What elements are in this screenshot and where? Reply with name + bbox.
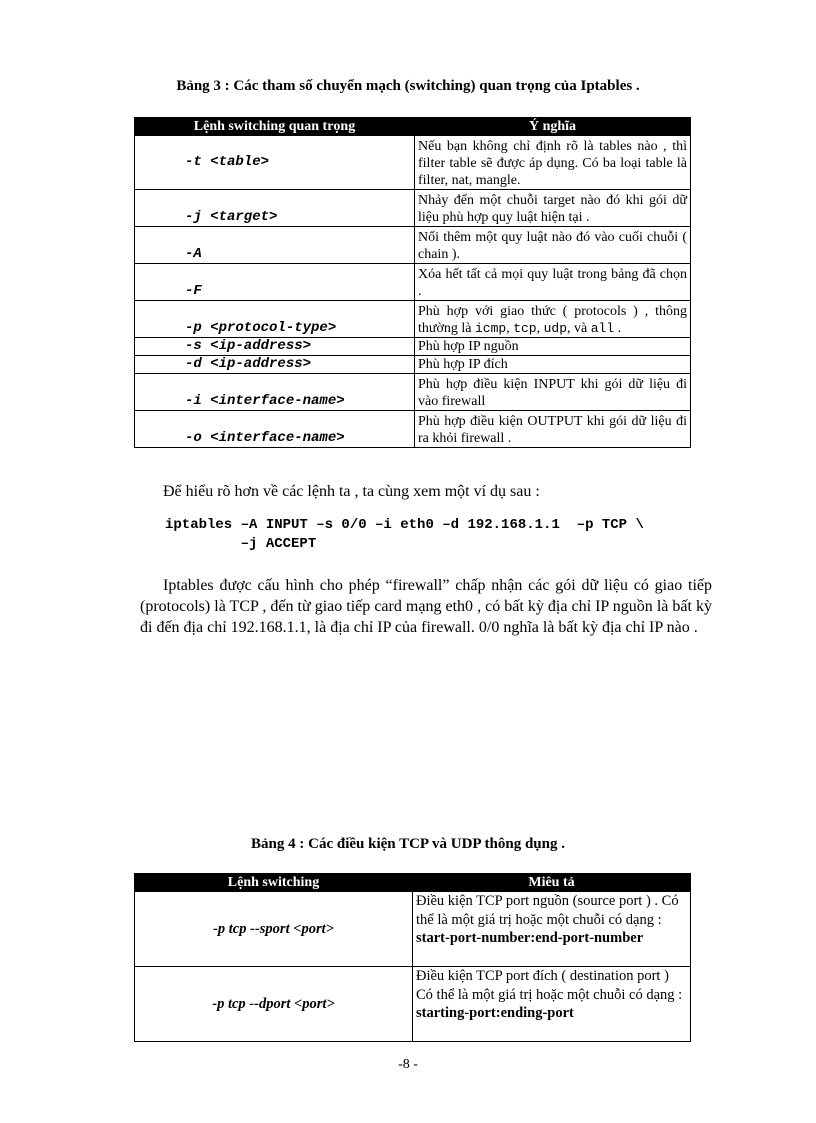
table2-tcp-udp-conditions [134, 873, 691, 1042]
desc-text: Điều kiện TCP port đích ( destination port ) Có thể là một giá trị hoặc một chuỗi có dạng : [416, 968, 683, 1003]
desc-sep: , [506, 321, 514, 336]
table1-header-row [135, 118, 691, 136]
table-cell-cmd: -j <target> [135, 190, 415, 227]
desc-format: starting-port:ending-port [416, 1005, 574, 1021]
protocol-icmp: icmp [474, 321, 507, 336]
table-row [135, 301, 691, 338]
table-cell-cmd: -i <interface-name> [135, 374, 415, 411]
table-cell-desc: Phù hợp điều kiện OUTPUT khi gói dữ liệu đi ra khỏi firewall . [415, 411, 691, 448]
desc-text: . [614, 321, 622, 336]
table-cell-desc: Nối thêm một quy luật nào đó vào cuối chuỗi ( chain ). [415, 227, 691, 264]
table-cell-desc [415, 301, 691, 338]
protocol-tcp: tcp [513, 321, 537, 336]
table-cell-cmd: -p tcp --dport <port> [135, 967, 413, 1042]
table2-header-desc: Miêu tả [413, 874, 691, 892]
table-cell-cmd: -p tcp --sport <port> [135, 892, 413, 967]
table-cell-desc: Phù hợp IP đích [415, 356, 691, 374]
desc-text: Phù hợp với giao thức ( protocols ) , thông thường là [418, 304, 687, 336]
table-cell-cmd: -d <ip-address> [135, 356, 415, 374]
table-row [135, 136, 691, 190]
table2-header-cmd: Lệnh switching [135, 874, 413, 892]
table-row [135, 338, 691, 356]
table-row [135, 227, 691, 264]
code-line-2: –j ACCEPT [165, 536, 317, 552]
table-row [135, 967, 691, 1042]
table-cell-desc: Nhảy đến một chuỗi target nào đó khi gói dữ liệu phù hợp quy luật hiện tại . [415, 190, 691, 227]
table1-header-desc: Ý nghĩa [415, 118, 691, 136]
table-cell-desc: Phù hợp điều kiện INPUT khi gói dữ liệu đi vào firewall [415, 374, 691, 411]
table-row [135, 264, 691, 301]
desc-format: start-port-number:end-port-number [416, 930, 644, 946]
table-cell-desc: Xóa hết tất cả mọi quy luật trong bảng đã chọn . [415, 264, 691, 301]
table-cell-cmd: -o <interface-name> [135, 411, 415, 448]
table-cell-cmd: -t <table> [135, 136, 415, 190]
table-row [135, 411, 691, 448]
desc-sep: , và [567, 321, 591, 336]
intro-paragraph: Để hiểu rõ hơn về các lệnh ta , ta cùng xem một ví dụ sau : [163, 483, 540, 500]
table-row [135, 892, 691, 967]
page-number: -8 - [398, 1057, 418, 1072]
explanation-paragraph: Iptables được cấu hình cho phép “firewall” chấp nhận các gói dữ liệu có giao tiếp (protocols) là TCP , đến từ giao tiếp card mạng eth0 , có bất kỳ địa chỉ IP nguồn là bất kỳ đi đến địa chỉ 192.168.1.1, là địa chỉ IP của firewall. 0/0 nghĩa là bất kỳ địa chỉ IP nào . [140, 577, 712, 636]
code-line-1: iptables –A INPUT –s 0/0 –i eth0 –d 192.168.1.1 –p TCP \ [165, 517, 644, 533]
table-cell-cmd: -s <ip-address> [135, 338, 415, 356]
table-row [135, 374, 691, 411]
table-cell-desc [413, 892, 691, 967]
protocol-udp: udp [543, 321, 568, 336]
table1-switching-params [134, 117, 691, 448]
table2-header-row [135, 874, 691, 892]
table-cell-cmd: -p <protocol-type> [135, 301, 415, 338]
table-cell-desc: Nếu bạn không chỉ định rõ là tables nào , thì filter table sẽ được áp dụng. Có ba loại table là filter, nat, mangle. [415, 136, 691, 190]
table2-caption: Bảng 4 : Các điều kiện TCP và UDP thông dụng . [251, 836, 565, 852]
table-row [135, 190, 691, 227]
desc-sep: , [536, 321, 544, 336]
table-cell-cmd: -A [135, 227, 415, 264]
table1-header-cmd: Lệnh switching quan trọng [135, 118, 415, 136]
table1-caption: Bảng 3 : Các tham số chuyển mạch (switching) quan trọng của Iptables . [176, 78, 640, 94]
desc-text: Điều kiện TCP port nguồn (source port ) . Có thể là một giá trị hoặc một chuỗi có dạng : [416, 893, 679, 928]
table-row [135, 356, 691, 374]
table-cell-cmd: -F [135, 264, 415, 301]
table-cell-desc [413, 967, 691, 1042]
protocol-all: all [590, 321, 615, 336]
table-cell-desc: Phù hợp IP nguồn [415, 338, 691, 356]
